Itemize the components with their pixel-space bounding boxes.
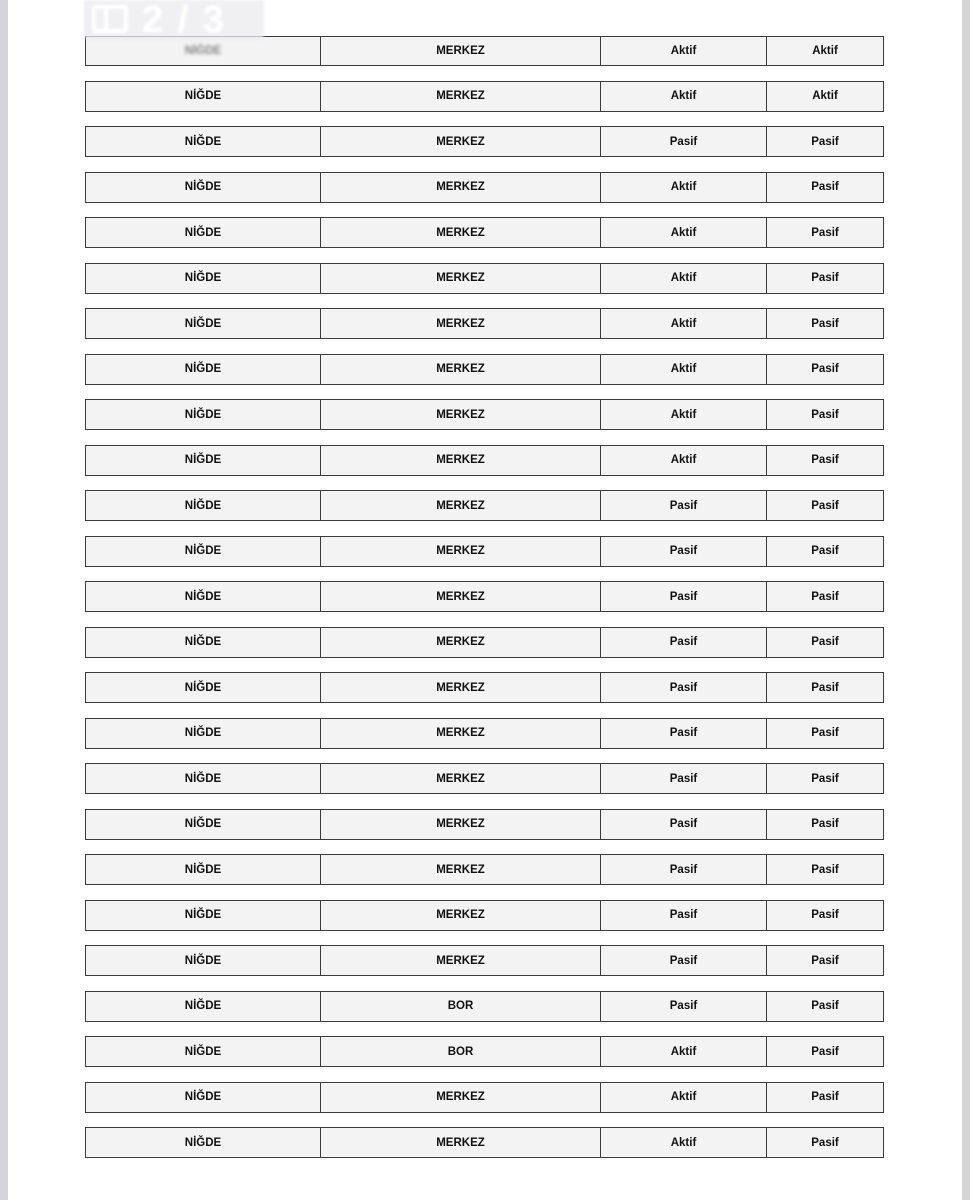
district-text: MERKEZ	[436, 135, 485, 148]
status-1-text: Aktif	[670, 181, 697, 193]
status-2-text: Pasif	[811, 1091, 839, 1103]
status-2-text: Pasif	[811, 863, 839, 876]
status-1-cell	[601, 264, 767, 293]
province-text: NİĞDE	[184, 1000, 222, 1012]
status-1-cell	[601, 446, 767, 475]
status-1-text: Pasif	[669, 772, 698, 785]
province-text: NİĞDE	[184, 727, 222, 739]
table-row	[85, 627, 884, 658]
status-2-cell	[767, 764, 883, 793]
province-text: NİĞDE	[184, 863, 222, 876]
district-cell	[321, 355, 601, 384]
status-2-cell	[767, 810, 883, 839]
status-1-cell	[601, 901, 767, 930]
province-cell	[86, 218, 321, 247]
province-cell	[86, 810, 321, 839]
table-row	[85, 81, 884, 112]
status-2-cell	[767, 446, 883, 475]
district-cell	[321, 1128, 601, 1157]
page-indicator-text: 2 / 3	[142, 0, 226, 41]
province-cell	[86, 309, 321, 338]
district-cell	[321, 946, 601, 975]
status-1-text: Pasif	[669, 909, 698, 921]
district-text: MERKEZ	[436, 954, 485, 967]
province-text: NİĞDE	[184, 545, 222, 557]
status-2-cell	[767, 491, 883, 520]
province-text: NİĞDE	[184, 1136, 222, 1149]
province-text: NİĞDE	[184, 1091, 222, 1103]
district-cell	[321, 764, 601, 793]
status-1-cell	[601, 855, 767, 884]
status-1-text: Pasif	[669, 727, 698, 739]
table-row	[85, 1082, 884, 1113]
status-1-cell	[601, 810, 767, 839]
table-row	[85, 126, 884, 157]
status-2-text: Pasif	[811, 1000, 839, 1012]
status-1-text: Pasif	[669, 954, 698, 967]
province-text: NİĞDE	[184, 272, 222, 284]
province-cell	[86, 264, 321, 293]
status-1-cell	[601, 82, 767, 111]
table-row	[85, 536, 884, 567]
province-cell	[86, 992, 321, 1021]
status-1-text: Aktif	[670, 226, 697, 239]
province-cell	[86, 764, 321, 793]
status-2-text: Pasif	[811, 135, 839, 148]
status-2-text: Pasif	[811, 727, 839, 739]
status-1-cell	[601, 719, 767, 748]
status-2-text: Pasif	[811, 681, 839, 694]
province-cell	[86, 173, 321, 202]
province-cell	[86, 127, 321, 156]
district-text: MERKEZ	[436, 1091, 485, 1103]
status-1-text: Pasif	[669, 818, 698, 830]
status-1-cell	[601, 946, 767, 975]
province-text: NİĞDE	[184, 636, 222, 648]
district-cell	[321, 127, 601, 156]
status-2-text: Pasif	[811, 408, 839, 421]
district-cell	[321, 719, 601, 748]
status-2-text: Pasif	[811, 1045, 839, 1058]
status-2-cell	[767, 1128, 883, 1157]
province-text: NİĞDE	[184, 317, 222, 330]
status-2-cell	[767, 400, 883, 429]
table-row	[85, 445, 884, 476]
district-cell	[321, 173, 601, 202]
district-text: BOR	[447, 1045, 474, 1058]
province-text: NİĞDE	[184, 1045, 222, 1058]
status-1-text: Aktif	[670, 1091, 697, 1103]
status-1-text: Aktif	[670, 1136, 697, 1149]
province-cell	[86, 628, 321, 657]
district-text: MERKEZ	[436, 545, 485, 557]
table-row	[85, 1036, 884, 1067]
status-1-cell	[601, 992, 767, 1021]
status-1-text: Aktif	[670, 1045, 697, 1058]
status-1-text: Pasif	[669, 863, 698, 876]
status-2-cell	[767, 673, 883, 702]
district-text: MERKEZ	[436, 499, 485, 512]
province-text: NİĞDE	[184, 181, 222, 193]
status-1-text: Aktif	[670, 272, 697, 284]
province-cell	[86, 355, 321, 384]
status-2-cell	[767, 264, 883, 293]
status-2-cell	[767, 582, 883, 611]
province-cell	[86, 582, 321, 611]
status-2-text: Pasif	[811, 954, 839, 967]
status-1-text: Pasif	[669, 545, 698, 557]
status-1-cell	[601, 173, 767, 202]
table-row	[85, 763, 884, 794]
sidebar-icon	[92, 5, 128, 35]
province-text: NİĞDE	[184, 590, 222, 603]
status-1-text: Aktif	[670, 454, 697, 466]
province-cell	[86, 1037, 321, 1066]
district-text: MERKEZ	[436, 317, 485, 330]
province-text: NİĞDE	[184, 454, 222, 466]
district-text: MERKEZ	[436, 181, 485, 193]
district-cell	[321, 218, 601, 247]
province-cell	[86, 673, 321, 702]
province-text: NİĞDE	[184, 772, 222, 785]
status-1-cell	[601, 628, 767, 657]
district-cell	[321, 582, 601, 611]
status-1-cell	[601, 127, 767, 156]
district-text: MERKEZ	[436, 363, 485, 375]
data-table	[85, 36, 884, 1173]
province-cell	[86, 946, 321, 975]
status-2-text: Pasif	[811, 909, 839, 921]
table-row	[85, 263, 884, 294]
province-cell	[86, 855, 321, 884]
status-1-text: Aktif	[670, 317, 697, 330]
status-1-text: Pasif	[669, 590, 698, 603]
status-1-cell	[601, 673, 767, 702]
status-2-cell	[767, 309, 883, 338]
status-1-cell	[601, 218, 767, 247]
district-text: MERKEZ	[436, 226, 485, 239]
table-row	[85, 854, 884, 885]
district-cell	[321, 309, 601, 338]
province-text: NİĞDE	[184, 135, 222, 148]
district-cell	[321, 446, 601, 475]
status-2-text: Pasif	[811, 454, 839, 466]
status-2-cell	[767, 946, 883, 975]
status-1-text: Aktif	[670, 45, 697, 57]
status-1-cell	[601, 764, 767, 793]
table-row	[85, 172, 884, 203]
district-text: BOR	[447, 1000, 474, 1012]
page-indicator[interactable]	[84, 0, 264, 40]
status-1-cell	[601, 582, 767, 611]
district-cell	[321, 400, 601, 429]
status-2-text: Pasif	[811, 1136, 839, 1149]
district-cell	[321, 491, 601, 520]
district-cell	[321, 1037, 601, 1066]
status-1-text: Aktif	[670, 90, 697, 102]
table-row	[85, 581, 884, 612]
status-1-cell	[601, 1083, 767, 1112]
province-cell	[86, 491, 321, 520]
status-2-cell	[767, 719, 883, 748]
district-cell	[321, 537, 601, 566]
status-2-cell	[767, 628, 883, 657]
district-text: MERKEZ	[436, 590, 485, 603]
district-text: MERKEZ	[436, 45, 485, 57]
status-1-text: Pasif	[669, 681, 698, 694]
district-text: MERKEZ	[436, 90, 485, 102]
status-2-cell	[767, 537, 883, 566]
status-2-cell	[767, 82, 883, 111]
province-cell	[86, 400, 321, 429]
province-cell	[86, 446, 321, 475]
status-1-cell	[601, 355, 767, 384]
status-1-text: Pasif	[669, 636, 698, 648]
status-1-cell	[601, 1128, 767, 1157]
status-2-text: Pasif	[811, 499, 839, 512]
province-text: NİĞDE	[184, 226, 222, 239]
province-cell	[86, 901, 321, 930]
table-row	[85, 672, 884, 703]
district-text: MERKEZ	[436, 408, 485, 421]
province-cell	[86, 1128, 321, 1157]
district-text: MERKEZ	[436, 909, 485, 921]
status-2-cell	[767, 173, 883, 202]
table-row	[85, 900, 884, 931]
status-1-cell	[601, 400, 767, 429]
status-2-text: Pasif	[811, 545, 839, 557]
district-cell	[321, 1083, 601, 1112]
province-text: NİĞDE	[184, 90, 222, 102]
status-2-text: Pasif	[811, 636, 839, 648]
status-2-cell	[767, 1037, 883, 1066]
status-2-text: Pasif	[811, 181, 839, 193]
status-2-text: Pasif	[811, 590, 839, 603]
table-row	[85, 1127, 884, 1158]
status-2-cell	[767, 901, 883, 930]
district-text: MERKEZ	[436, 1136, 485, 1149]
province-text: NİĞDE	[184, 408, 222, 421]
province-text: NİĞDE	[184, 954, 222, 967]
status-2-cell	[767, 855, 883, 884]
table-row	[85, 490, 884, 521]
district-text: MERKEZ	[436, 454, 485, 466]
status-2-text: Pasif	[811, 818, 839, 830]
status-1-cell	[601, 309, 767, 338]
table-row	[85, 399, 884, 430]
status-2-text: Aktif	[812, 45, 838, 57]
status-1-cell	[601, 491, 767, 520]
district-cell	[321, 810, 601, 839]
district-text: MERKEZ	[436, 727, 485, 739]
table-row	[85, 354, 884, 385]
district-cell	[321, 82, 601, 111]
district-cell	[321, 37, 601, 65]
status-1-cell	[601, 537, 767, 566]
district-text: MERKEZ	[436, 681, 485, 694]
table-row	[85, 945, 884, 976]
district-text: MERKEZ	[436, 636, 485, 648]
province-cell	[86, 537, 321, 566]
status-2-cell	[767, 37, 883, 65]
province-cell	[86, 1083, 321, 1112]
status-2-text: Pasif	[811, 772, 839, 785]
table-row	[85, 991, 884, 1022]
status-1-text: Aktif	[670, 363, 697, 375]
district-text: MERKEZ	[436, 772, 485, 785]
status-2-cell	[767, 1083, 883, 1112]
status-1-cell	[601, 1037, 767, 1066]
table-row	[85, 217, 884, 248]
status-2-cell	[767, 992, 883, 1021]
district-cell	[321, 992, 601, 1021]
district-text: MERKEZ	[436, 272, 485, 284]
table-row	[85, 308, 884, 339]
status-1-cell	[601, 37, 767, 65]
status-2-cell	[767, 127, 883, 156]
status-2-text: Pasif	[811, 317, 839, 330]
status-2-text: Pasif	[811, 363, 839, 375]
province-cell	[86, 82, 321, 111]
district-text: MERKEZ	[436, 863, 485, 876]
status-2-text: Pasif	[811, 226, 839, 239]
status-1-text: Pasif	[669, 135, 698, 148]
status-1-text: Pasif	[669, 1000, 698, 1012]
status-1-text: Pasif	[669, 499, 698, 512]
province-text: NİĞDE	[184, 681, 222, 694]
district-cell	[321, 628, 601, 657]
status-2-cell	[767, 218, 883, 247]
province-text: NİĞDE	[184, 363, 222, 375]
status-2-text: Pasif	[811, 272, 839, 284]
status-1-text: Aktif	[670, 408, 697, 421]
table-row	[85, 718, 884, 749]
district-cell	[321, 264, 601, 293]
province-text: NİĞDE	[184, 909, 222, 921]
district-text: MERKEZ	[436, 818, 485, 830]
district-cell	[321, 901, 601, 930]
table-row	[85, 809, 884, 840]
district-cell	[321, 673, 601, 702]
status-2-text: Aktif	[812, 90, 838, 102]
district-cell	[321, 855, 601, 884]
province-text: NİĞDE	[184, 818, 222, 830]
province-text: NİĞDE	[184, 499, 222, 512]
status-2-cell	[767, 355, 883, 384]
province-text: NİĞDE	[184, 45, 222, 57]
province-cell	[86, 719, 321, 748]
